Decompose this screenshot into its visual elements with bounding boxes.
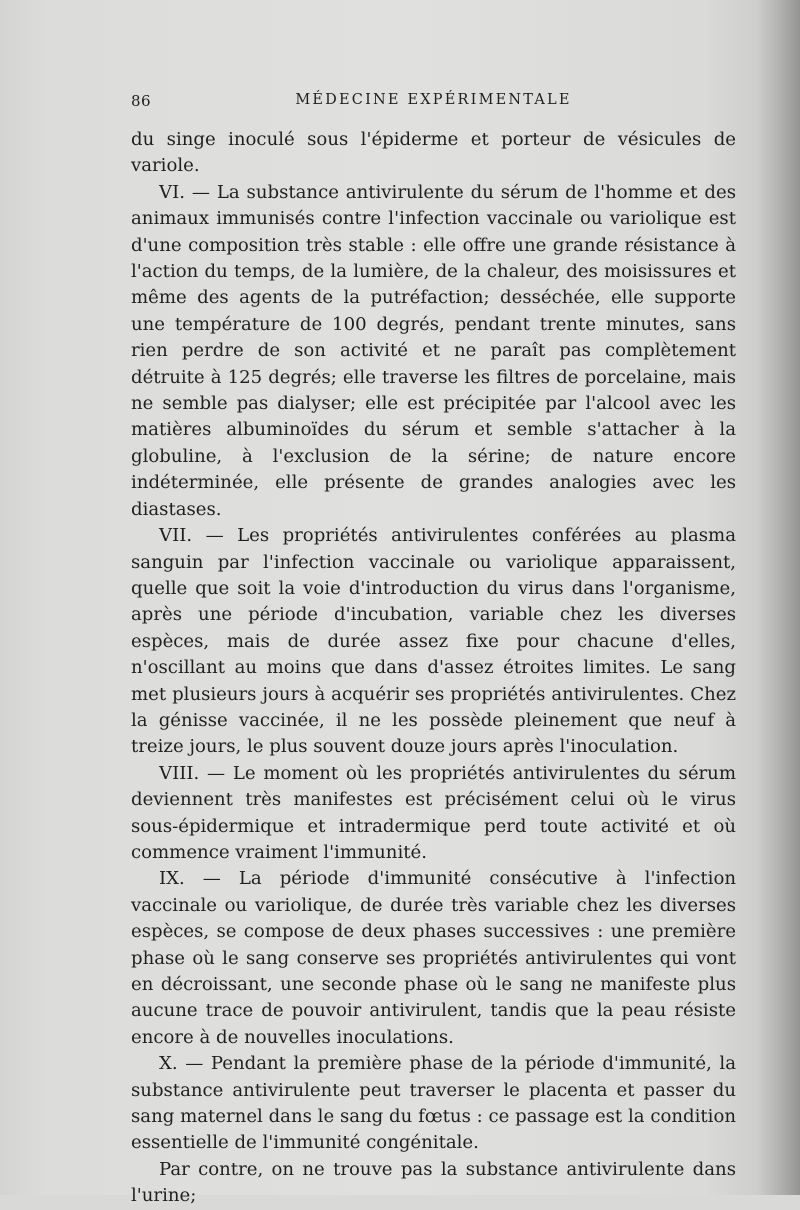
paragraph-vi: VI. — La substance antivirulente du sérum de l'homme et des animaux immunisés contre l'infection vaccinale ou variolique est d'une composition très stable : elle offre une grande résistance à l'action du temps, de la lumière, de la chaleur, des moisissures et même des agents de la putréfaction; desséchée, elle supporte une température de 100 degrés, pendant trente minutes, sans rien perdre de son activité et ne paraît pas complètement détruite à 125 degrés; elle traverse les filtres de porcelaine, mais ne semble pas dialyser; elle est précipitée par l'alcool avec les matières albuminoïdes du sérum et semble s'attacher à la globuline, à l'exclusion de la sérine; de nature encore indéterminée, elle présente de grandes analogies avec les diastases. — [131, 181, 736, 520]
paragraph-continuation: du singe inoculé sous l'épiderme et porteur de vésicules de variole. — [131, 129, 736, 177]
page-edge-shadow — [758, 0, 800, 1195]
page-header — [131, 92, 736, 116]
paragraph-ix: IX. — La période d'immunité consécutive à l'infection vaccinale ou variolique, de durée très variable chez les diverses espèces, se compose de deux phases successives : une première phase où le sang conserve ses propriétés antivirulentes qui vont en décroissant, une seconde phase où le sang ne manifeste plus aucune trace de pouvoir antivirulent, tandis que la peau résiste encore à de nouvelles inoculations. — [131, 868, 736, 1048]
paragraph-viii: VIII. — Le moment où les propriétés antivirulentes du sérum deviennent très manifestes est précisément celui où le virus sous-épidermique et intradermique perd toute activité et où commence vraiment l'immunité. — [131, 762, 736, 863]
running-head: MÉDECINE EXPÉRIMENTALE — [295, 92, 572, 108]
paragraph-par-contre: Par contre, on ne trouve pas la substance antivirulente dans l'urine; — [131, 1158, 736, 1207]
body-text — [131, 127, 736, 1210]
paragraph-vii: VII. — Les propriétés antivirulentes conférées au plasma sanguin par l'infection vaccinale ou variolique apparaissent, quelle que soit la voie d'introduction du virus dans l'organisme, après une période d'incubation, variable chez les diverses espèces, mais de durée assez fixe pour chacune d'elles, n'oscillant au moins que dans d'assez étroites limites. Le sang met plusieurs jours à acquérir ses propriétés antivirulentes. Chez la génisse vaccinée, il ne les possède pleinement que neuf à treize jours, le plus souvent douze jours après l'inoculation. — [131, 525, 736, 758]
page-number: 86 — [131, 92, 152, 110]
paragraph-x: X. — Pendant la première phase de la période d'immunité, la substance antivirulente peut traverser le placenta et passer du sang maternel dans le sang du fœtus : ce passage est la condition essentielle de l'immunité congénitale. — [131, 1053, 736, 1154]
